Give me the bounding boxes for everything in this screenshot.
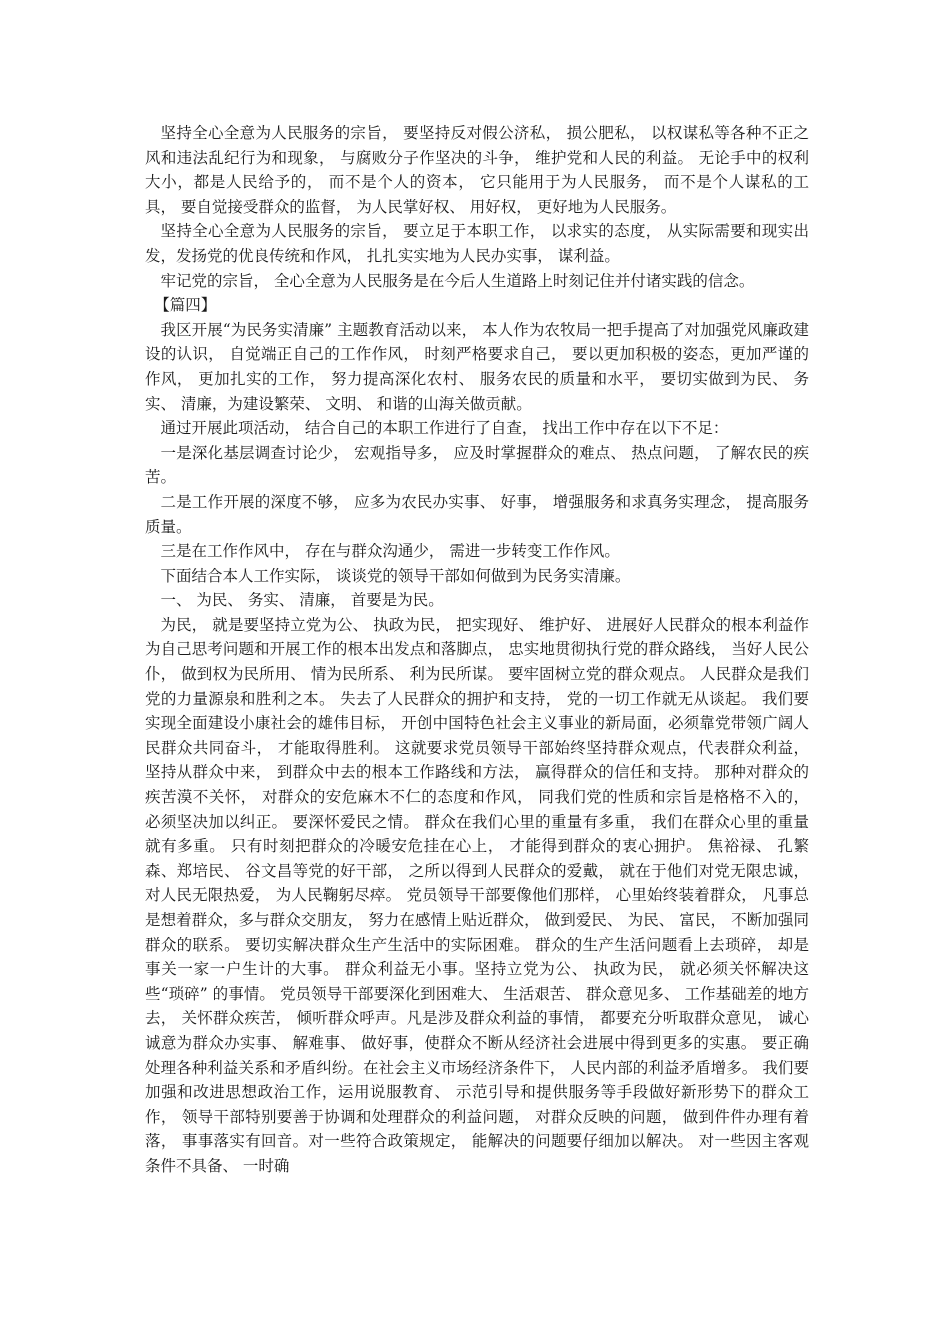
section-heading: 【篇四】: [154, 296, 217, 315]
paragraph-shortcoming-3: 三是在工作作风中， 存在与群众沟通少， 需进一步转变工作作风。: [160, 542, 620, 561]
paragraph-campaign-intro: 我区开展“为民务实清廉” 主题教育活动以来， 本人作为农牧局一把手提高了对加强党风廉政建设的认识， 自觉端正自己的工作作风， 时刻严格要求自己， 要以更加积极的姿态，更加严谨的作风， 更加扎实的工作， 努力提高深化农村、 服务农民的质量和水平， 要切实做到为民、 务实、 清廉，为建设繁荣、 文明、 和谐的山海关做贡献。: [145, 320, 809, 413]
paragraph-serve-people-practical: 坚持全心全意为人民服务的宗旨， 要立足于本职工作， 以求实的态度， 从实际需要和现实出发，发扬党的优良传统和作风， 扎扎实实地为人民办实事， 谋利益。: [145, 222, 809, 265]
subheading-for-the-people: 一、 为民、 务实、 清廉， 首要是为民。: [160, 591, 444, 610]
document-body: [145, 121, 809, 1179]
paragraph-remember-purpose: 牢记党的宗旨， 全心全意为人民服务是在今后人生道路上时刻记住并付诸实践的信念。: [160, 271, 755, 290]
paragraph-self-inspection: 通过开展此项活动， 结合自己的本职工作进行了自查， 找出工作中存在以下不足：: [160, 419, 729, 438]
paragraph-for-the-people-body: 为民， 就是要坚持立党为公、 执政为民， 把实现好、 维护好、 进展好人民群众的根本利益作为自己思考问题和开展工作的根本出发点和落脚点， 忠实地贯彻执行党的群众路线， 当好人民公仆， 做到权为民所用、 情为民所系、 利为民所谋。 要牢固树立党的群众观点。 人民群众是我们党的力量源泉和胜利之本。 失去了人民群众的拥护和支持， 党的一切工作就无从谈起。 我们要实现全面建设小康社会的雄伟目标， 开创中国特色社会主义事业的新局面，必须靠党带领广阔人民群众共同奋斗， 才能取得胜利。 这就要求党员领导干部始终坚持群众观点，代表群众利益， 坚持从群众中来， 到群众中去的根本工作路线和方法， 赢得群众的信任和支持。 那种对群众的疾苦漠不关怀， 对群众的安危麻木不仁的态度和作风， 同我们党的性质和宗旨是格格不入的， 必须坚决加以纠正。 要深怀爱民之情。 群众在我们心里的重量有多重， 我们在群众心里的重量就有多重。 只有时刻把群众的冷暖安危挂在心上， 才能得到群众的衷心拥护。 焦裕禄、 孔繁森、郑培民、 谷文昌等党的好干部， 之所以得到人民群众的爱戴， 就在于他们对党无限忠诚， 对人民无限热爱， 为人民鞠躬尽瘁。 党员领导干部要像他们那样， 心里始终装着群众， 凡事总是想着群众，多与群众交朋友， 努力在感情上贴近群众， 做到爱民、 为民、 富民， 不断加强同群众的联系。 要切实解决群众生产生活中的实际困难。 群众的生产生活问题看上去琐碎， 却是事关一家一户生计的大事。 群众利益无小事。坚持立党为公、 执政为民， 就必须关怀解决这些“琐碎” 的事情。 党员领导干部要深化到困难大、 生活艰苦、 群众意见多、 工作基础差的地方去， 关怀群众疾苦， 倾听群众呼声。凡是涉及群众利益的事情， 都要充分听取群众意见， 诚心诚意为群众办实事、 解难事、 做好事，使群众不断从经济社会进展中得到更多的实惠。 要正确处理各种利益关系和矛盾纠纷。在社会主义市场经济条件下， 人民内部的利益矛盾增多。 我们要加强和改进思想政治工作，运用说服教育、 示范引导和提供服务等手段做好新形势下的群众工作， 领导干部特别要善于协调和处理群众的利益问题， 对群众反映的问题， 做到件件办理有着落， 事事落实有回音。对一些符合政策规定， 能解决的问题要仔细加以解决。 对一些因主客观条件不具备、 一时确: [145, 615, 809, 1175]
paragraph-shortcoming-2: 二是工作开展的深度不够， 应多为农民办实事、 好事， 增强服务和求真务实理念， 提高服务质量。: [145, 492, 809, 536]
paragraph-serve-people-oppose-corruption: 坚持全心全意为人民服务的宗旨， 要坚持反对假公济私， 损公肥私， 以权谋私等各种不正之风和违法乱纪行为和现象， 与腐败分子作坚决的斗争， 维护党和人民的利益。 无论手中的权利大小，都是人民给予的， 而不是个人的资本， 它只能用于为人民服务， 而不是个人谋私的工具， 要自觉接受群众的监督， 为人民掌好权、 用好权， 更好地为人民服务。: [145, 124, 809, 216]
paragraph-shortcoming-1: 一是深化基层调查讨论少， 宏观指导多， 应及时掌握群众的难点、 热点问题， 了解农民的疾苦。: [145, 443, 809, 487]
paragraph-transition: 下面结合本人工作实际， 谈谈党的领导干部如何做到为民务实清廉。: [160, 566, 631, 585]
